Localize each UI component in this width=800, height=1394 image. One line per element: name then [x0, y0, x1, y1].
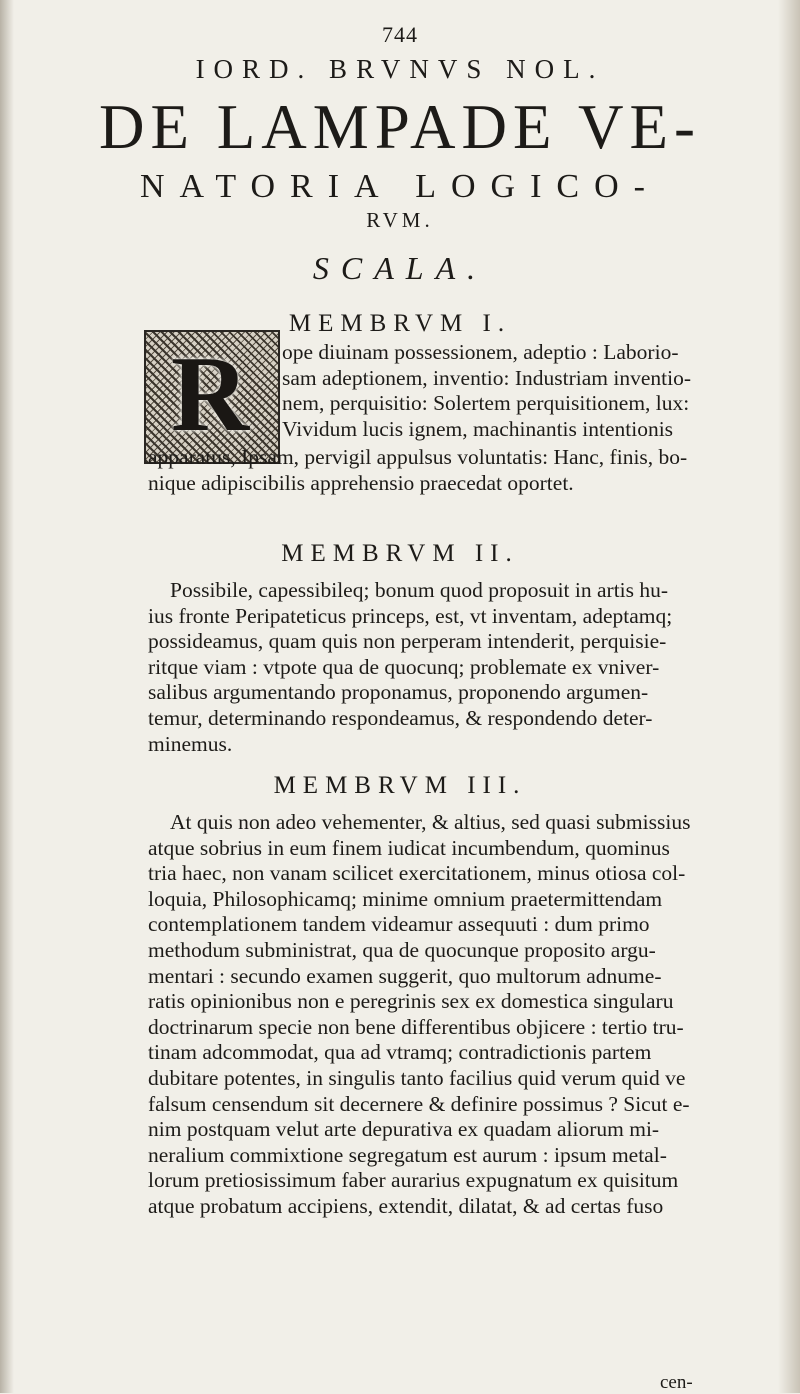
membrum-2-body	[148, 578, 768, 757]
title-line-3: RVM.	[366, 208, 434, 232]
membrum-1-indented	[282, 340, 760, 442]
membrum-2-heading: MEMBRVM II.	[281, 540, 519, 567]
text-line: methodum subministrat, qua de quocunque proposito argu-	[148, 937, 656, 962]
text-line: temur, determinando respondeamus, & respondendo deter-	[148, 705, 653, 730]
membrum-1-body	[148, 445, 768, 496]
membrum-3-heading: MEMBRVM III.	[273, 772, 527, 799]
text-line: nem, perquisitio: Solertem perquisitionem, lux:	[282, 391, 690, 416]
section-title: SCALA.	[312, 250, 488, 286]
text-line: Vividum lucis ignem, machinantis intentionis	[282, 416, 674, 441]
text-line: nim postquam velut arte depurativa ex quadam aliorum mi-	[148, 1117, 660, 1142]
title-line-2: NATORIA LOGICO-	[140, 168, 660, 205]
text-line: possideamus, quam quis non perperam intenderit, perquisie-	[148, 629, 667, 654]
text-line: tria haec, non vanam scilicet exercitationem, minus otiosa col-	[148, 861, 686, 886]
text-line: At quis non adeo vehementer, & altius, sed quasi submissius	[170, 810, 691, 834]
text-line: sam adeptionem, inventio: Industriam inventio-	[282, 365, 692, 390]
text-line: tinam adcommodat, qua ad vtramq; contradictionis partem	[148, 1040, 652, 1065]
catchword: cen-	[660, 1372, 693, 1393]
text-line: dubitare potentes, in singulis tanto facilius quid verum quid ve	[148, 1065, 686, 1090]
text-line: ius fronte Peripateticus princeps, est, vt inventam, adeptamq;	[148, 603, 673, 628]
text-line: mentari : secundo examen suggerit, quo multorum adnume-	[148, 963, 662, 988]
text-line: loquia, Philosophicamq; minime omnium praetermittendam	[148, 886, 663, 911]
text-line: doctrinarum specie non bene differentibus objicere : tertio tru-	[148, 1014, 684, 1039]
text-line: Possibile, capessibileq; bonum quod proposuit in artis hu-	[170, 578, 669, 602]
text-line: falsum censendum sit decernere & definire possimus ? Sicut e-	[148, 1091, 690, 1116]
text-line: apparatus, Ipsam, pervigil appulsus voluntatis: Hanc, finis, bo-	[148, 445, 688, 469]
title-line-1: DE LAMPADE VE-	[98, 92, 702, 162]
decorated-initial: R	[171, 335, 249, 454]
text-line: atque sobrius in eum finem iudicat incumbendum, quominus	[148, 835, 670, 860]
membrum-3-body	[148, 810, 768, 1220]
page-number: 744	[382, 22, 418, 47]
text-line: contemplationem tandem videamur assequuti : dum primo	[148, 912, 650, 937]
text-line: ratis opinionibus non e peregrinis sex ex domestica singularu	[148, 989, 674, 1014]
text-line: neralium commixtione segregatum est aurum : ipsum metal-	[148, 1142, 667, 1167]
text-line: lorum pretiosissimum faber aurarius expugnatum ex quisitum	[148, 1168, 679, 1193]
text-line: ope diuinam possessionem, adeptio : Laborio-	[282, 340, 679, 364]
text-line: salibus argumentando proponamus, proponendo argumen-	[148, 680, 649, 705]
text-line: ritque viam : vtpote qua de quocunq; problemate ex vniver-	[148, 654, 660, 679]
text-line: atque probatum accipiens, extendit, dilatat, & ad certas fuso	[148, 1193, 664, 1218]
text-line: minemus.	[148, 731, 233, 756]
membrum-1-heading: MEMBRVM I.	[288, 310, 512, 337]
text-line: nique adipiscibilis apprehensio praecedat oportet.	[148, 470, 574, 495]
author-line: IORD. BRVNVS NOL.	[195, 54, 605, 84]
